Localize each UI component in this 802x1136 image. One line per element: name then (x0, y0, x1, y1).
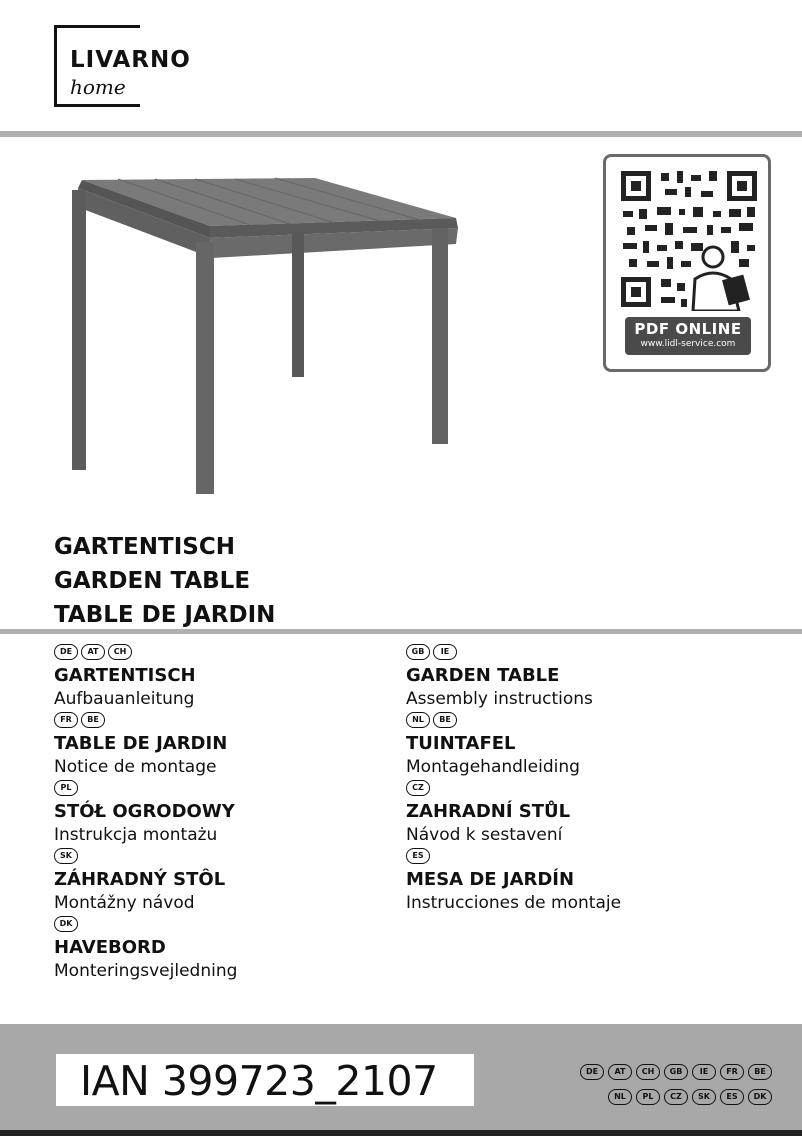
top-divider (0, 131, 802, 137)
language-entry-title: GARTENTISCH (54, 665, 196, 686)
country-badges (406, 712, 766, 728)
country-badge-pl: PL (54, 780, 78, 796)
country-badge-fr: FR (54, 712, 78, 728)
country-badge-ch: CH (636, 1064, 660, 1080)
language-entry (406, 848, 766, 916)
country-badge-at: AT (608, 1064, 632, 1080)
pdf-online-url: www.lidl-service.com (640, 339, 736, 349)
brand-logo-name: LIVARNO (70, 47, 191, 73)
language-entry-subtitle: Instrukcja montażu (54, 825, 218, 845)
language-entry-subtitle: Monteringsvejledning (54, 961, 238, 981)
country-badge-gb: GB (664, 1064, 688, 1080)
language-column-left (54, 644, 414, 984)
country-badge-dk: DK (748, 1089, 772, 1105)
table-leg-front-right (196, 242, 214, 494)
country-badges (406, 644, 766, 660)
language-entry-title: HAVEBORD (54, 937, 166, 958)
footer-country-badges-row2 (542, 1089, 772, 1105)
garden-table-image (60, 170, 470, 500)
country-badge-es: ES (720, 1089, 744, 1105)
country-badges (54, 644, 414, 660)
language-entry (406, 780, 766, 848)
country-badge-ie: IE (433, 644, 457, 660)
language-column-right (406, 644, 766, 916)
table-leg-front-left (72, 190, 86, 470)
language-entry-subtitle: Návod k sestavení (406, 825, 563, 845)
language-entry (406, 644, 766, 712)
language-entry (54, 780, 414, 848)
country-badge-nl: NL (406, 712, 430, 728)
language-entry-title: ZÁHRADNÝ STÔL (54, 869, 226, 890)
country-badge-at: AT (81, 644, 105, 660)
language-entry-title: TABLE DE JARDIN (54, 733, 228, 754)
country-badges (54, 780, 414, 796)
qr-code-icon (621, 171, 757, 311)
language-entry-title: ZAHRADNÍ STŮL (406, 801, 571, 822)
language-entry (54, 848, 414, 916)
language-entry (54, 712, 414, 780)
country-badges (54, 848, 414, 864)
pdf-online-badge[interactable] (625, 317, 751, 355)
language-entry-subtitle: Notice de montage (54, 757, 217, 777)
language-entry-title: TUINTAFEL (406, 733, 516, 754)
country-badges (406, 848, 766, 864)
country-badge-es: ES (406, 848, 430, 864)
country-badge-nl: NL (608, 1089, 632, 1105)
language-entry-subtitle: Montagehandleiding (406, 757, 580, 777)
language-entry-title: GARDEN TABLE (406, 665, 560, 686)
language-entry-subtitle: Assembly instructions (406, 689, 593, 709)
country-badge-ch: CH (108, 644, 132, 660)
pdf-online-title: PDF ONLINE (634, 320, 742, 338)
language-entry (54, 644, 414, 712)
country-badge-dk: DK (54, 916, 78, 932)
qr-code-box[interactable] (603, 154, 771, 372)
language-entry (406, 712, 766, 780)
country-badge-fr: FR (720, 1064, 744, 1080)
country-badge-sk: SK (54, 848, 78, 864)
ian-number: IAN 399723_2107 (80, 1057, 438, 1105)
footer-country-badges-row1 (542, 1064, 772, 1080)
country-badges (54, 916, 414, 932)
footer-bar (0, 1024, 802, 1136)
language-entry-subtitle: Aufbauanleitung (54, 689, 195, 709)
title-en: GARDEN TABLE (54, 568, 251, 594)
language-entry (54, 916, 414, 984)
country-badges (406, 780, 766, 796)
table-leg-right (432, 228, 448, 444)
brand-logo-sub: home (70, 75, 126, 99)
language-entry-subtitle: Instrucciones de montaje (406, 893, 622, 913)
country-badge-pl: PL (636, 1089, 660, 1105)
title-de: GARTENTISCH (54, 534, 235, 560)
country-badge-sk: SK (692, 1089, 716, 1105)
country-badge-cz: CZ (406, 780, 430, 796)
country-badge-be: BE (81, 712, 105, 728)
country-badge-be: BE (433, 712, 457, 728)
country-badges (54, 712, 414, 728)
country-badge-de: DE (580, 1064, 604, 1080)
table-leg-back (292, 232, 304, 377)
title-fr: TABLE DE JARDIN (54, 602, 276, 628)
language-entry-title: MESA DE JARDÍN (406, 869, 575, 890)
country-badge-ie: IE (692, 1064, 716, 1080)
product-titles (54, 530, 275, 632)
bottom-line (0, 1130, 802, 1136)
country-badge-de: DE (54, 644, 78, 660)
ian-box (56, 1054, 474, 1106)
country-badge-cz: CZ (664, 1089, 688, 1105)
country-badge-be: BE (748, 1064, 772, 1080)
language-entry-title: STÓŁ OGRODOWY (54, 801, 235, 822)
middle-divider (0, 629, 802, 634)
country-badge-gb: GB (406, 644, 430, 660)
language-entry-subtitle: Montážny návod (54, 893, 195, 913)
